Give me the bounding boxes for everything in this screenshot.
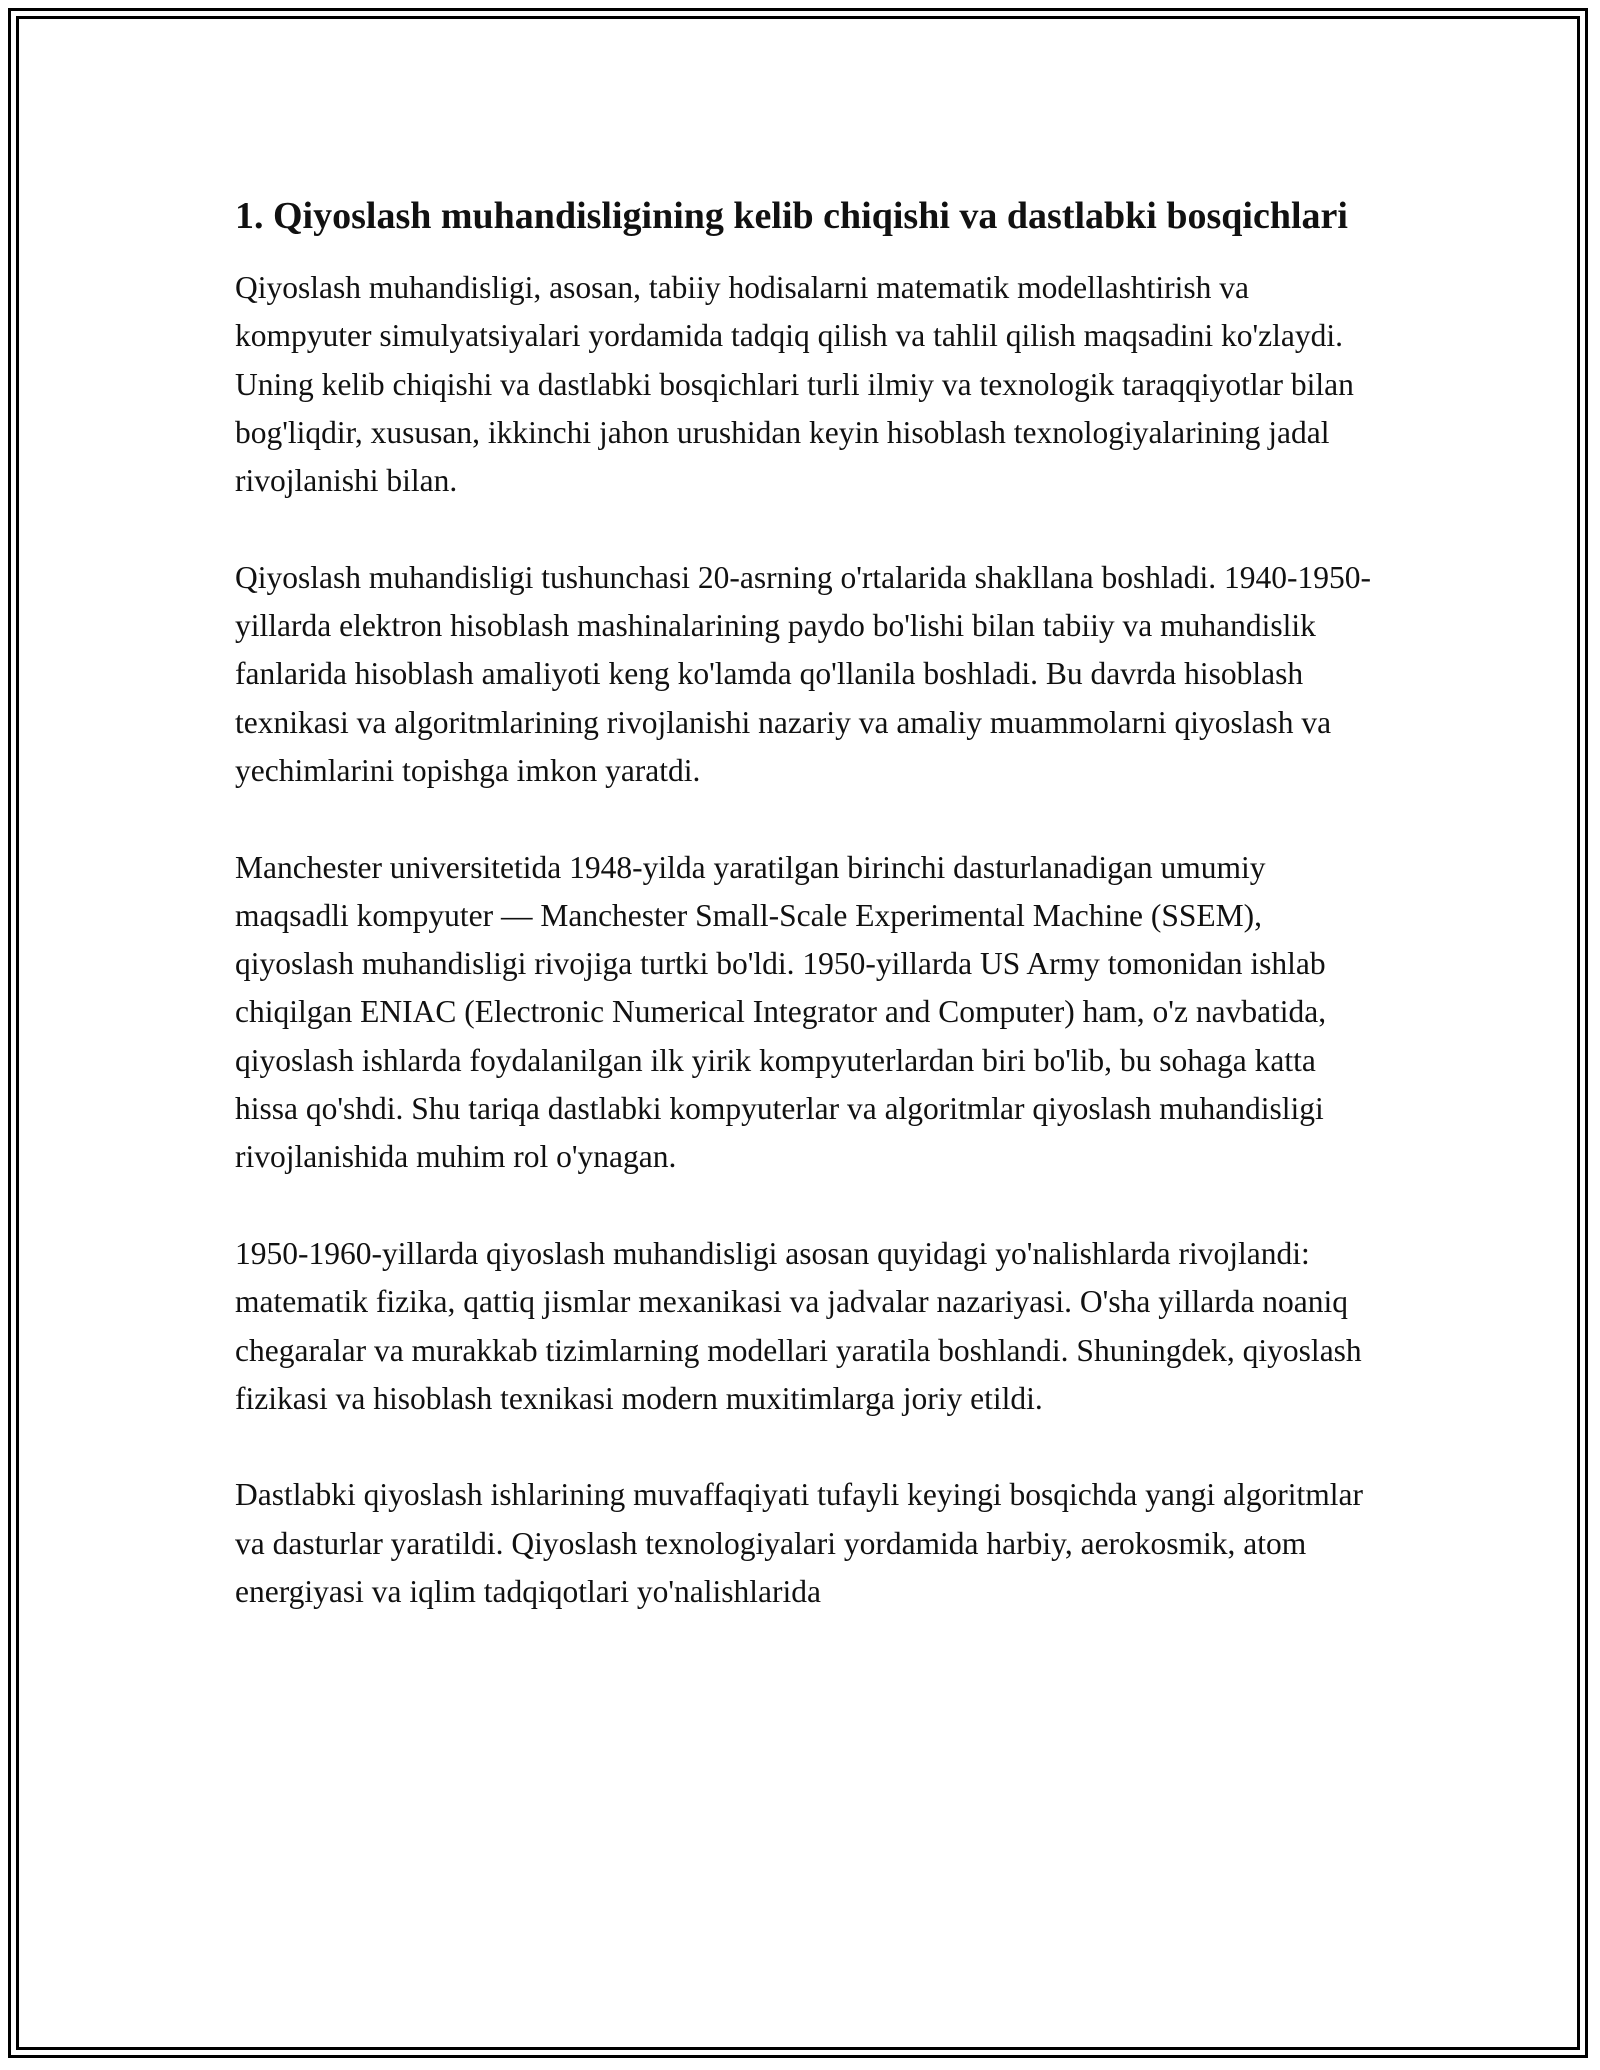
paragraph-next-stage: Dastlabki qiyoslash ishlarining muvaffaqiyati tufayli keyingi bosqichda yangi algoritmlar va dasturlar yaratildi. Qiyoslash texnologiyalari yordamida harbiy, aerokosmik, atom energiyasi va iqlim tadqiqotlari yo'nalishlarida <box>235 1477 1363 1610</box>
paragraph-origins-intro: Qiyoslash muhandisligi, asosan, tabiiy hodisalarni matematik modellashtirish va kompyuter simulyatsiyalari yordamida tadqiq qilish va tahlil qilish maqsadini ko'zlaydi. Uning kelib chiqishi va dastlabki bosqichlari turli ilmiy va texnologik taraqqiyotlar bilan bog'liqdir, xususan, ikkinchi jahon urushidan keyin hisoblash texnologiyalarining jadal rivojlanishi bilan. <box>235 270 1354 499</box>
paragraph-early-computers: Manchester universitetida 1948-yilda yaratilgan birinchi dasturlanadigan umumiy maqsadli kompyuter — Manchester Small-Scale Experimental Machine (SSEM), qiyoslash muhandisligi rivojiga turtki bo'ldi. 1950-yillarda US Army tomonidan ishlab chiqilgan ENIAC (Electronic Numerical Integrator and Computer) ham, o'z navbatida, qiyoslash ishlarda foydalanilgan ilk yirik kompyuterlardan biri bo'lib, bu sohaga katta hissa qo'shdi. Shu tariqa dastlabki kompyuterlar va algoritmlar qiyoslash muhandisligi rivojlanishida muhim rol o'ynagan. <box>235 849 1327 1175</box>
section-title: 1. Qiyoslash muhandisligining kelib chiqishi va dastlabki bosqichlari <box>235 195 1348 237</box>
paragraph-mid-20th-century: Qiyoslash muhandisligi tushunchasi 20-asrning o'rtalarida shakllana boshladi. 1940-1950-yillarda elektron hisoblash mashinalarining paydo bo'lishi bilan tabiiy va muhandislik fanlarida hisoblash amaliyoti keng ko'lamda qo'llanila boshladi. Bu davrda hisoblash texnikasi va algoritmlarining rivojlanishi nazariy va amaliy muammolarni qiyoslash va yechimlarini topishga imkon yaratdi. <box>235 559 1371 788</box>
document-body <box>235 188 1375 1616</box>
paragraph-1950-1960-directions: 1950-1960-yillarda qiyoslash muhandisligi asosan quyidagi yo'nalishlarda rivojlandi: matematik fizika, qattiq jismlar mexanikasi va jadvalar nazariyasi. O'sha yillarda noaniq chegaralar va murakkab tizimlarning modellari yaratila boshlandi. Shuningdek, qiyoslash fizikasi va hisoblash texnikasi modern muxitimlarga joriy etildi. <box>235 1235 1362 1416</box>
